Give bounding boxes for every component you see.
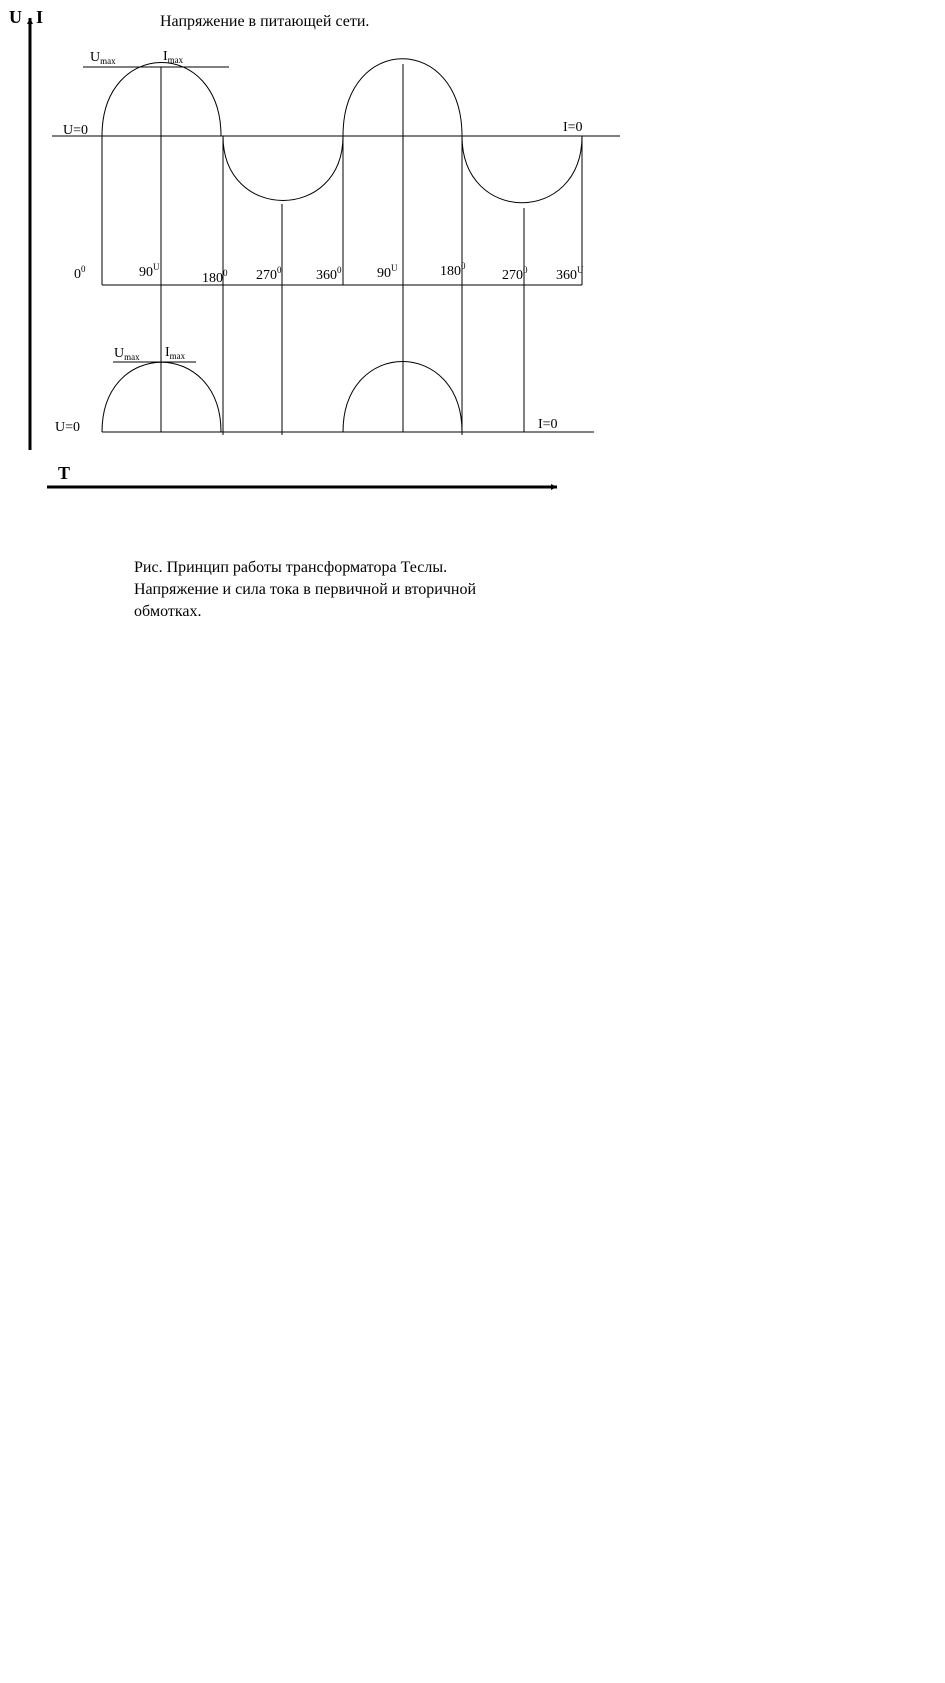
lower-umax-label: $U_{max}$	[114, 346, 140, 362]
upper-umax-label: $U_{max}$	[90, 50, 116, 66]
caption-line-1: Рис. Принцип работы трансформатора Теслы.	[134, 559, 448, 576]
caption-line-2: Напряжение и сила тока в первичной и вторичной	[134, 581, 477, 598]
lower-u-zero-label: U=0	[55, 420, 81, 435]
angle-tick-label: $180^0$	[440, 261, 466, 279]
angle-tick-label: $360^0$	[316, 265, 342, 283]
upper-i-zero-label: I=0	[563, 120, 583, 135]
diagram-title: Напряжение в питающей сети.	[160, 13, 370, 30]
axis-label-i: I	[36, 7, 44, 27]
axis-label-u: U	[9, 7, 22, 27]
angle-tick-label: $270^0$	[256, 265, 282, 283]
angle-tick-label: $90^U$	[139, 262, 160, 280]
angle-tick-label: $270^0$	[502, 265, 528, 283]
upper-imax-label: $I_{max}$	[163, 49, 184, 65]
upper-negative-half-wave-1	[223, 136, 343, 201]
upper-negative-half-wave-2	[462, 136, 582, 203]
upper-u-zero-label: U=0	[63, 123, 89, 138]
figure-caption	[134, 557, 574, 623]
angle-tick-label: $360^U$	[556, 265, 584, 283]
angle-tick-label: $0^0$	[74, 264, 86, 282]
lower-imax-label: $I_{max}$	[165, 345, 186, 361]
lower-graph	[102, 362, 594, 433]
angle-tick-label: $90^U$	[377, 263, 398, 281]
caption-line-3: обмотках.	[134, 603, 202, 620]
angle-tick-label: $180^0$	[202, 268, 228, 286]
lower-i-zero-label: I=0	[538, 417, 558, 432]
axis-label-t: T	[58, 463, 71, 483]
angle-tick-labels	[74, 261, 584, 286]
upper-graph	[52, 59, 620, 435]
